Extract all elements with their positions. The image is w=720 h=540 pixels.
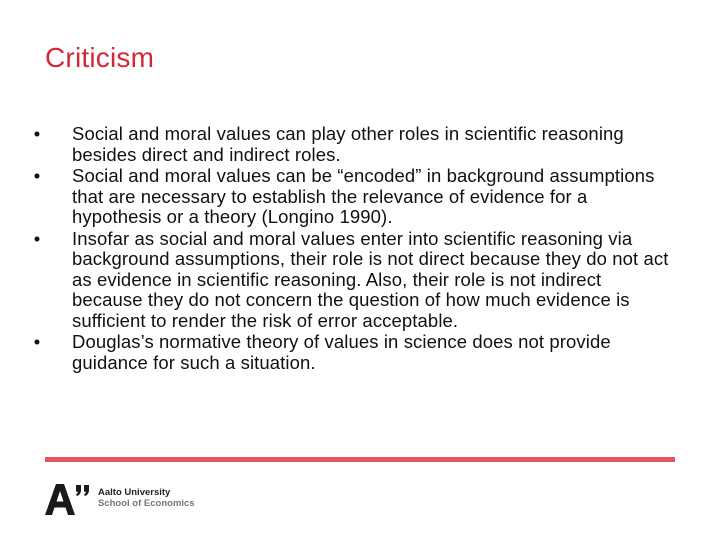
footer-divider: [45, 457, 675, 462]
bullet-marker: •: [33, 165, 41, 186]
logo-wordmark: [98, 487, 195, 509]
bullet-list: [33, 123, 672, 374]
bullet-marker: •: [33, 331, 41, 352]
university-name: Aalto University: [98, 487, 171, 498]
aalto-a-quote-logo-icon: [45, 482, 93, 516]
bullet-item: [33, 227, 672, 332]
university-logo: [45, 482, 215, 516]
slide-title: Criticism: [45, 42, 155, 73]
school-name: School of Economics: [98, 498, 195, 509]
bullet-text: Social and moral values can play other roles in scientific reasoning besides direct and indirect roles.: [72, 123, 624, 165]
bullet-item: [33, 331, 672, 373]
bullet-text: Insofar as social and moral values enter into scientific reasoning via background assumptions, their role is not direct because they do not act as evidence in scientific reasoning. Also, their role is not indirect because they do not concern the question of how much evidence is sufficient to render the risk of error acceptable.: [72, 227, 669, 331]
bullet-text: Douglas’s normative theory of values in science does not provide guidance for such a situation.: [72, 331, 611, 373]
bullet-item: [33, 123, 672, 165]
bullet-item: [33, 165, 672, 228]
bullet-text: Social and moral values can be “encoded” in background assumptions that are necessary to establish the relevance of evidence for a hypothesis or a theory (Longino 1990).: [72, 165, 655, 227]
bullet-marker: •: [33, 227, 41, 249]
bullet-marker: •: [33, 123, 41, 144]
